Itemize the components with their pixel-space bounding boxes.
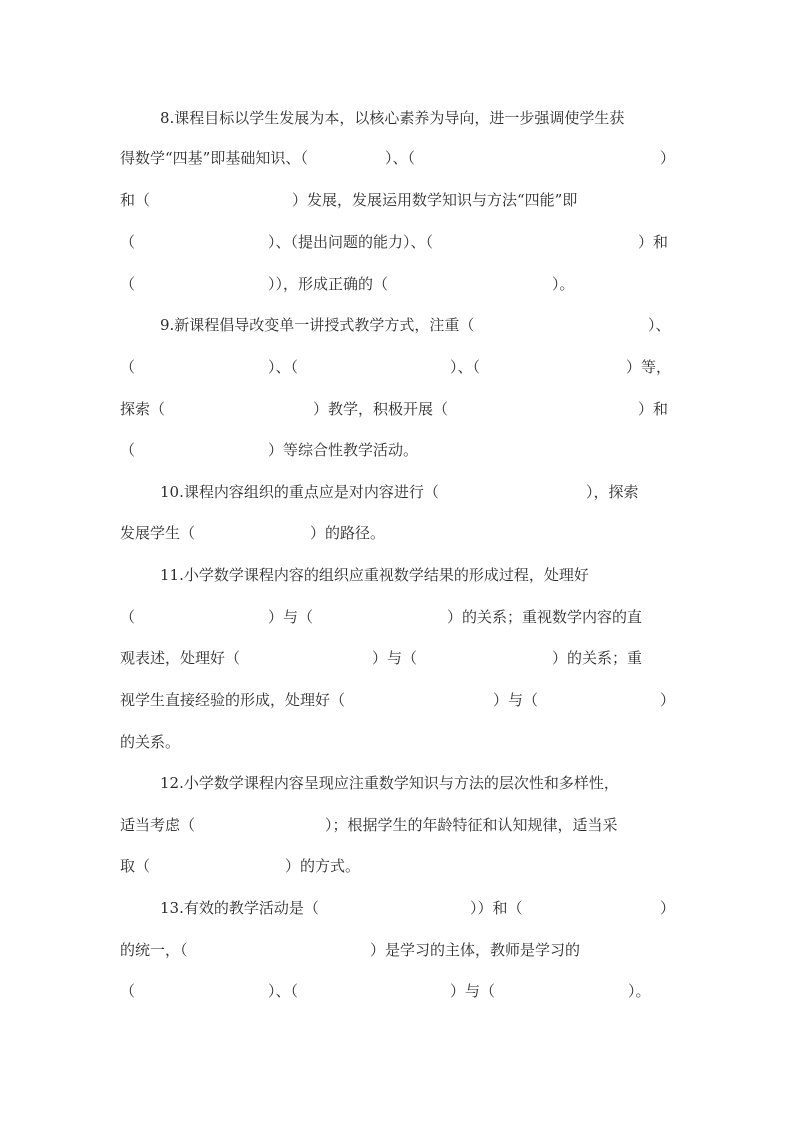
text-segment: 13.有效的教学活动是（ (160, 899, 319, 917)
text-segment: 探索（ (120, 400, 166, 418)
text-line (120, 646, 672, 670)
text-segment: 12.小学数学课程内容呈现应注重数学知识与方法的层次性和多样性， (160, 774, 619, 792)
text-segment: ）的关系；重视数学内容的直 (447, 608, 643, 626)
text-segment: 的统一，（ (120, 941, 188, 959)
text-line (120, 397, 672, 421)
text-line (120, 521, 672, 545)
text-segment: ） (660, 149, 676, 167)
text-segment: ）的方式。 (285, 857, 361, 875)
text-line (120, 230, 672, 254)
text-line (120, 813, 672, 837)
text-segment: 和（ (120, 191, 151, 209)
text-segment: ）是学习的主体，教师是学习的 (370, 941, 581, 959)
text-segment: ）。 (628, 982, 651, 1000)
text-segment: 8.课程目标以学生发展为本，以核心素养为导向，进一步强调使学生获 (160, 109, 625, 127)
text-segment: ）、（ (268, 358, 299, 376)
text-segment: 取（ (120, 857, 151, 875)
text-segment: ）与（ (450, 982, 496, 1000)
text-segment: 发展学生（ (120, 524, 196, 542)
text-line (120, 272, 672, 296)
text-segment: （ (120, 233, 136, 251)
text-segment: 10.课程内容组织的重点应是对内容进行（ (160, 483, 439, 501)
text-segment: ）教学，积极开展（ (313, 400, 449, 418)
text-segment: ）；根据学生的年龄特征和认知规律，适当采 (325, 816, 618, 834)
text-line (120, 605, 672, 629)
text-segment: ）、 (648, 316, 671, 334)
text-segment: ）与（ (268, 608, 314, 626)
text-segment: ）等， (626, 358, 672, 376)
text-segment: 视学生直接经验的形成，处理好（ (120, 691, 346, 709)
text-segment: ）、（ (385, 149, 416, 167)
text-segment: 的关系。 (120, 733, 181, 751)
text-segment: 适当考虑（ (120, 816, 196, 834)
text-line (120, 146, 676, 170)
text-segment: ）、（提出问题的能力）、（ (268, 233, 434, 251)
text-segment: ） (660, 899, 676, 917)
text-segment: ）、（ (268, 982, 299, 1000)
text-segment: （ (120, 982, 136, 1000)
text-segment: （ (120, 441, 136, 459)
text-line (120, 313, 672, 337)
text-segment: 观表述，处理好（ (120, 649, 241, 667)
text-segment: （ (120, 608, 136, 626)
text-line (120, 771, 672, 795)
text-segment: ） (660, 691, 676, 709)
text-line (120, 563, 672, 587)
text-line (120, 355, 672, 379)
text-segment: ）和 (638, 233, 669, 251)
text-line (120, 438, 672, 462)
text-segment: ）与（ (372, 649, 418, 667)
text-segment: ）的关系；重 (552, 649, 643, 667)
text-segment: ））和（ (470, 899, 523, 917)
text-segment: ）），形成正确的（ (268, 275, 389, 293)
text-line (120, 896, 676, 920)
text-line (120, 730, 672, 754)
text-segment: ）和 (638, 400, 669, 418)
text-segment: ）。 (552, 275, 575, 293)
text-segment: （ (120, 358, 136, 376)
text-segment: 9.新课程倡导改变单一讲授式教学方式，注重（ (160, 316, 475, 334)
text-segment: ），探索 (586, 483, 639, 501)
text-line (120, 979, 672, 1003)
text-segment: 得数学“四基”即基础知识、（ (120, 149, 308, 167)
text-line (120, 854, 672, 878)
text-line (120, 688, 676, 712)
text-segment: ）的路径。 (310, 524, 386, 542)
text-line (120, 188, 672, 212)
text-line (120, 938, 672, 962)
text-segment: ）、（ (450, 358, 481, 376)
text-line (120, 480, 672, 504)
text-segment: ）等综合性教学活动。 (268, 441, 419, 459)
text-segment: ）发展，发展运用数学知识与方法“四能”即 (292, 191, 578, 209)
text-segment: ）与（ (493, 691, 539, 709)
text-segment: 11.小学数学课程内容的组织应重视数学结果的形成过程，处理好 (160, 566, 589, 584)
text-line (120, 106, 672, 130)
text-segment: （ (120, 275, 136, 293)
